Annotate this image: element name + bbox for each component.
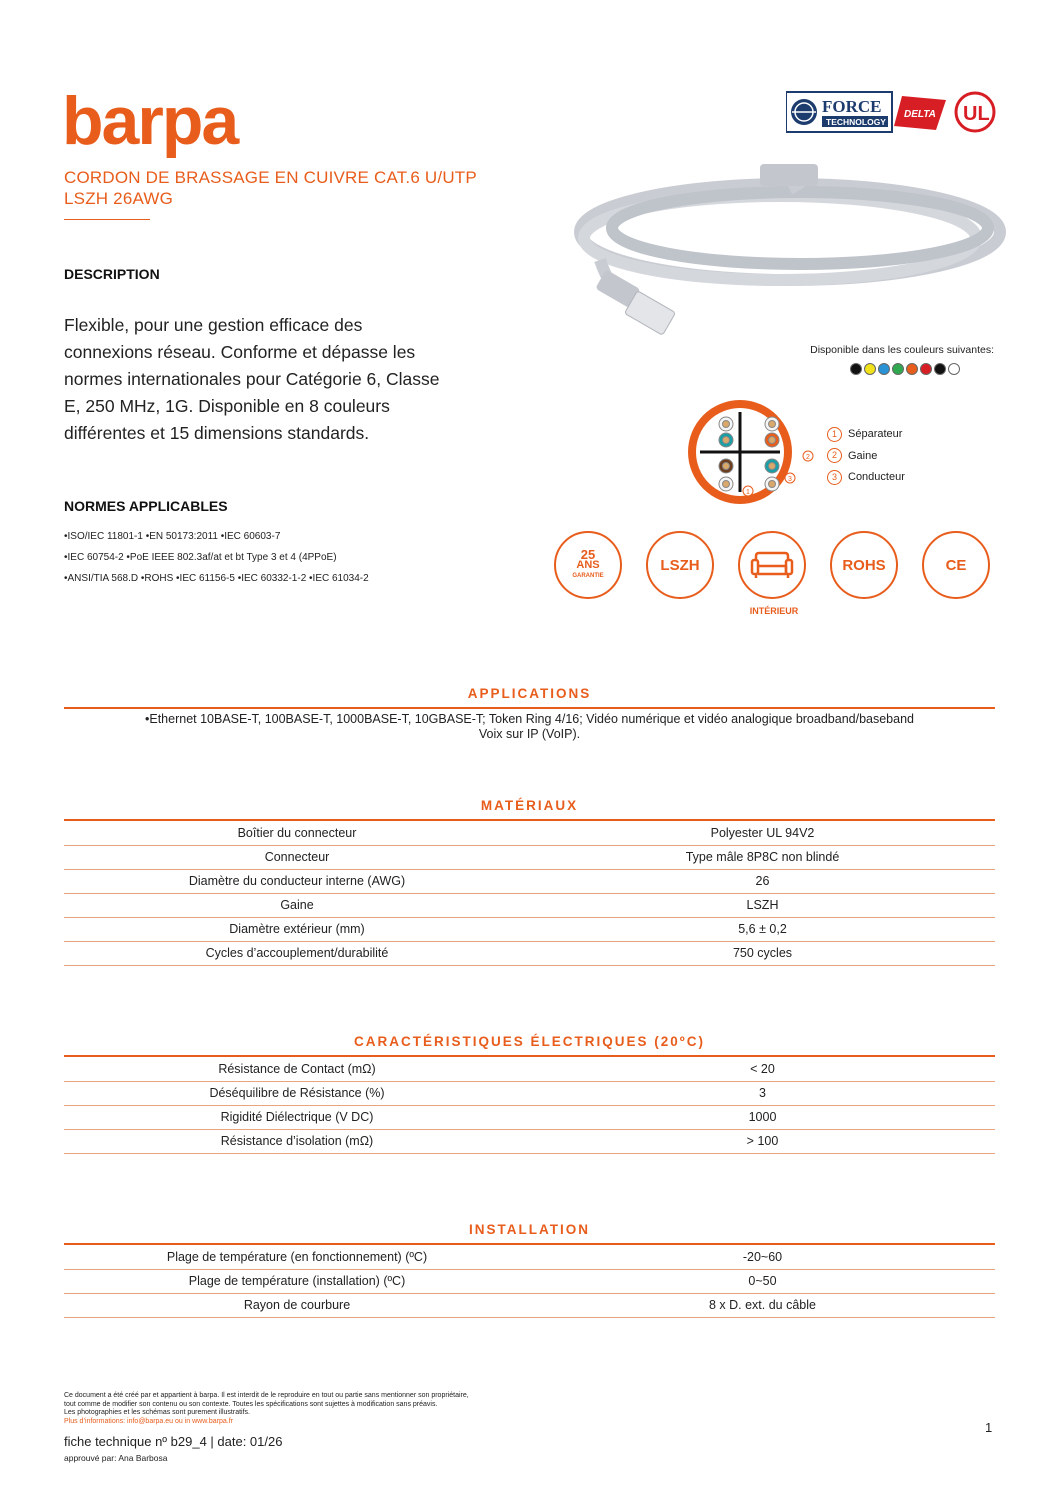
product-title	[64, 167, 477, 209]
row-label: Déséquilibre de Résistance (%)	[209, 1086, 385, 1100]
color-swatch	[864, 363, 876, 375]
svg-text:barpa: barpa	[62, 92, 238, 159]
sheet-reference: fiche technique nº b29_4 | date: 01/26	[64, 1434, 283, 1449]
legend-item: 1 Séparateur	[827, 424, 905, 446]
applications-text	[64, 712, 995, 742]
table-row	[64, 917, 995, 942]
row-label: Diamètre du conducteur interne (AWG)	[188, 874, 406, 888]
table-row	[64, 1105, 995, 1130]
table-row	[64, 869, 995, 894]
applications-rule	[64, 707, 995, 709]
table-row	[64, 1129, 995, 1154]
color-swatch	[850, 363, 862, 375]
sofa-icon	[750, 550, 794, 580]
rj45-connector-top	[760, 164, 818, 186]
color-swatch	[906, 363, 918, 375]
standards-list	[64, 526, 369, 589]
color-swatches	[850, 363, 960, 375]
row-label: Rigidité Diélectrique (V DC)	[220, 1110, 374, 1124]
table-row	[64, 1293, 995, 1318]
row-value: 1000	[748, 1110, 777, 1124]
color-swatch	[934, 363, 946, 375]
row-value: -20~60	[742, 1250, 783, 1264]
applications-line: •Ethernet 10BASE-T, 100BASE-T, 1000BASE-T, 10GBASE-T; Token Ring 4/16; Vidéo numérique et vidéo analogique broadband/baseband	[144, 712, 914, 726]
table-row	[64, 1081, 995, 1106]
row-label: Gaine	[280, 898, 314, 912]
installation-title: INSTALLATION	[469, 1222, 590, 1237]
materials-title: MATÉRIAUX	[480, 798, 579, 813]
legend-item: 2 Gaine	[827, 446, 905, 468]
cable-photo	[510, 150, 1010, 345]
interior-label: INTÉRIEUR	[749, 606, 799, 616]
row-label: Rayon de courbure	[243, 1298, 351, 1312]
row-value: 5,6 ± 0,2	[738, 922, 787, 936]
title-divider	[64, 219, 150, 220]
row-value: 750 cycles	[732, 946, 793, 960]
applications-line: Voix sur IP (VoIP).	[478, 727, 581, 741]
certification-logos	[786, 90, 998, 135]
table-row	[64, 1057, 995, 1082]
table-row	[64, 1245, 995, 1270]
legend-item: 3 Conducteur	[827, 467, 905, 489]
product-title-line1: CORDON DE BRASSAGE EN CUIVRE CAT.6 U/UTP	[64, 168, 477, 187]
table-row	[64, 941, 995, 966]
footer-contact-link[interactable]: Plus d’informations: info@barpa.eu ou in www.barpa.fr	[64, 1417, 233, 1425]
applications-title: APPLICATIONS	[467, 686, 592, 701]
row-label: Résistance de Contact (mΩ)	[218, 1062, 376, 1076]
row-label: Diamètre extérieur (mm)	[229, 922, 365, 936]
svg-text:3: 3	[788, 476, 792, 483]
svg-text:DELTA: DELTA	[904, 109, 936, 120]
standards-line: •ANSI/TIA 568.D •ROHS •IEC 61156-5 •IEC 60332-1-2 •IEC 61034-2	[64, 573, 369, 584]
rohs-badge: ROHS	[830, 531, 898, 599]
svg-text:FORCE: FORCE	[822, 97, 882, 116]
row-value: 0~50	[748, 1274, 777, 1288]
available-colors-label: Disponible dans les couleurs suivantes:	[810, 344, 994, 356]
row-value: Polyester UL 94V2	[710, 826, 815, 840]
row-label: Résistance d’isolation (mΩ)	[220, 1134, 374, 1148]
table-row	[64, 1269, 995, 1294]
svg-text:1: 1	[746, 489, 750, 496]
interior-badge	[738, 531, 806, 599]
row-value: 26	[755, 874, 770, 888]
row-label: Boîtier du connecteur	[237, 826, 357, 840]
product-title-line2: LSZH 26AWG	[64, 189, 174, 208]
color-swatch	[948, 363, 960, 375]
cross-section-legend	[827, 424, 905, 489]
row-value: LSZH	[746, 898, 779, 912]
row-value: 8 x D. ext. du câble	[708, 1298, 816, 1312]
description-text: Flexible, pour une gestion efficace des connexions réseau. Conforme et dépasse les normes internationales pour Catégorie 6, Classe E, 250 MHz, 1G. Disponible en 8 couleurs différentes et 15 dimensions standards.	[64, 315, 440, 443]
approved-by: approuvé par: Ana Barbosa	[64, 1453, 168, 1463]
standards-line: •IEC 60754-2 •PoE IEEE 802.3af/at et bt Type 3 et 4 (4PPoE)	[64, 552, 337, 563]
color-swatch	[892, 363, 904, 375]
table-row	[64, 845, 995, 870]
ce-badge: CE	[922, 531, 990, 599]
warranty-badge: 25 ANS GARANTIE	[554, 531, 622, 599]
row-label: Connecteur	[264, 850, 330, 864]
row-label: Cycles d’accouplement/durabilité	[205, 946, 389, 960]
svg-text:TECHNOLOGY: TECHNOLOGY	[826, 117, 886, 127]
page-number: 1	[985, 1420, 993, 1435]
barpa-logo	[62, 92, 292, 167]
ul-logo	[956, 93, 994, 131]
footer-legal: Ce document a été créé par et appartient à barpa. Il est interdit de le reproduire en tout ou partie sans mentionner son propriétaire, tout comme de modifier son contenu ou son contexte. Toutes les spécifications sont sujettes à modification sans préavis. Les photographies et les schémas sont purement illustratifs. Plus d’informations: info@barpa.eu ou in www.barpa.fr	[64, 1392, 469, 1425]
force-technology-logo	[786, 92, 892, 132]
table-row	[64, 893, 995, 918]
svg-text:2: 2	[806, 454, 810, 461]
table-row	[64, 821, 995, 846]
row-value: Type mâle 8P8C non blindé	[685, 850, 840, 864]
row-label: Plage de température (installation) (ºC)	[188, 1274, 406, 1288]
delta-logo	[894, 96, 946, 130]
row-value: 3	[759, 1086, 766, 1100]
row-value: < 20	[750, 1062, 775, 1076]
standards-heading: NORMES APPLICABLES	[64, 498, 228, 514]
row-label: Plage de température (en fonctionnement) (ºC)	[166, 1250, 428, 1264]
svg-text:UL: UL	[963, 103, 990, 125]
row-value: > 100	[746, 1134, 779, 1148]
description-heading: DESCRIPTION	[64, 266, 160, 282]
color-swatch	[878, 363, 890, 375]
electrical-title: CARACTÉRISTIQUES ÉLECTRIQUES (20ºC)	[354, 1034, 705, 1049]
lszh-badge: LSZH	[646, 531, 714, 599]
cable-cross-section	[686, 398, 816, 506]
color-swatch	[920, 363, 932, 375]
standards-line: •ISO/IEC 11801-1 •EN 50173:2011 •IEC 60603-7	[64, 531, 281, 542]
